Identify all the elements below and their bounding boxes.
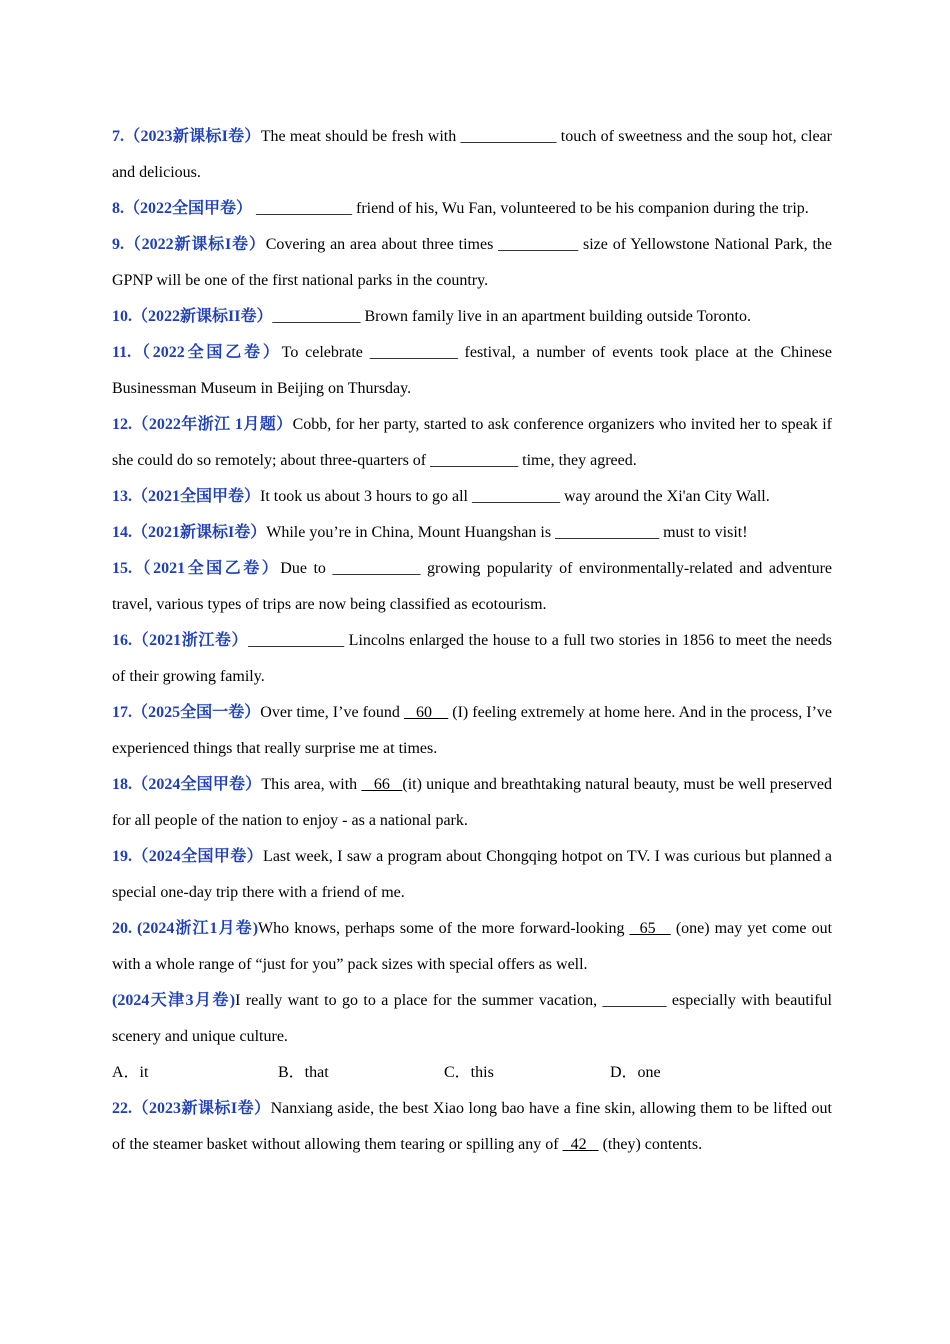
- question-17: [112, 695, 832, 767]
- answer-options: [112, 1055, 832, 1091]
- question-14: [112, 515, 832, 551]
- answer-blank: __________: [498, 236, 579, 253]
- question-18: [112, 767, 832, 839]
- question-source-tag: (2024天津3月卷): [112, 992, 236, 1009]
- question-text: Nanxiang aside, the best Xiao long bao have a fine skin, allowing them to be lifted out of the steamer basket without allowing them tearing or spilling any of: [112, 1100, 832, 1153]
- question-text: (they) contents.: [598, 1136, 703, 1153]
- document-page: [112, 119, 832, 1163]
- question-source-tag: 13.（2021全国甲卷）: [112, 488, 261, 505]
- answer-blank: ___________: [332, 560, 421, 577]
- answer-blank: ___________: [369, 344, 458, 361]
- question-9: [112, 227, 832, 299]
- question-source-tag: 20. (2024浙江1月卷): [112, 920, 259, 937]
- question-text: size of Yellowstone National Park, the GPNP will be one of the first national parks in the country.: [112, 236, 832, 289]
- question-text: friend of his, Wu Fan, volunteered to be his companion during the trip.: [352, 200, 809, 217]
- question-source-tag: 16.（2021浙江卷）: [112, 632, 249, 649]
- question-text: time, they agreed.: [518, 452, 637, 469]
- question-text: I really want to go to a place for the summer vacation,: [235, 992, 603, 1009]
- answer-blank: ____________: [460, 128, 557, 145]
- question-22: [112, 1091, 832, 1163]
- answer-blank: 42: [562, 1136, 599, 1153]
- question-source-tag: 22.（2023新课标I卷）: [112, 1100, 271, 1117]
- answer-blank: _____________: [555, 524, 660, 541]
- question-source-tag: 19.（2024全国甲卷）: [112, 848, 264, 865]
- question-source-tag: 7.（2023新课标I卷）: [112, 128, 261, 145]
- answer-blank: ____________: [248, 632, 345, 649]
- question-text: especially with beautiful scenery and unique culture.: [112, 992, 832, 1045]
- question-source-tag: 12.（2022年浙江 1月题）: [112, 416, 293, 433]
- question-text: way around the Xi'an City Wall.: [560, 488, 770, 505]
- question-20: [112, 911, 832, 983]
- question-source-tag: 9.（2022新课标I卷）: [112, 236, 266, 253]
- option-c: C．this: [444, 1064, 494, 1081]
- option-d: D．one: [610, 1064, 661, 1081]
- question-text: Who knows, perhaps some of the more forward-looking: [258, 920, 630, 937]
- answer-blank: ________: [602, 992, 667, 1009]
- question-text: must to visit!: [659, 524, 748, 541]
- answer-blank: ___________: [272, 308, 361, 325]
- question-text: festival, a number of events took place at the Chinese Businessman Museum in Beijing on Thursday.: [112, 344, 833, 397]
- question-13: [112, 479, 832, 515]
- question-text: While you’re in China, Mount Huangshan is: [266, 524, 556, 541]
- option-b: B．that: [278, 1064, 329, 1081]
- question-source-tag: 8.（2022全国甲卷）: [112, 200, 253, 217]
- question-source-tag: 11.（2022全国乙卷）: [112, 344, 282, 361]
- answer-blank: ___________: [472, 488, 560, 505]
- question-text: This area, with: [261, 776, 362, 793]
- question-source-tag: 18.（2024全国甲卷）: [112, 776, 262, 793]
- question-text: (I) feeling extremely at home here. And in the process, I’ve experienced things that really surprise me at times.: [112, 704, 832, 757]
- question-text: Brown family live in an apartment building outside Toronto.: [360, 308, 751, 325]
- question-source-tag: 17.（2025全国一卷）: [112, 704, 261, 721]
- answer-blank: ____________: [256, 200, 353, 217]
- answer-blank: ___________: [430, 452, 519, 469]
- question-text: touch of sweetness and the soup hot, clear and delicious.: [112, 128, 832, 181]
- question-text: growing popularity of environmentally-related and adventure travel, various types of trips are now being classified as ecotourism.: [112, 560, 832, 613]
- question-text: To celebrate: [281, 344, 370, 361]
- question-text: Lincolns enlarged the house to a full two stories in 1856 to meet the needs of their growing family.: [112, 632, 832, 685]
- question-8: [112, 191, 832, 227]
- question-text: It took us about 3 hours to go all: [260, 488, 472, 505]
- question-source-tag: 10.（2022新课标II卷）: [112, 308, 273, 325]
- question-19: [112, 839, 832, 911]
- option-a: A．it: [112, 1064, 149, 1081]
- question-16: [112, 623, 832, 695]
- question-text: (one) may yet come out with a whole range of “just for you” pack sizes with special offers as well.: [112, 920, 833, 973]
- question-text: Last week, I saw a program about Chongqing hotpot on TV. I was curious but planned a special one-day trip there with a friend of me.: [112, 848, 832, 901]
- answer-blank: 65: [629, 920, 671, 937]
- question-text: Covering an area about three times: [265, 236, 499, 253]
- answer-blank: 60: [403, 704, 449, 721]
- question-source-tag: 15.（2021全国乙卷）: [112, 560, 281, 577]
- answer-blank: 66: [361, 776, 403, 793]
- question-7: [112, 119, 832, 191]
- question-text: Cobb, for her party, started to ask conference organizers who invited her to speak if she could do so remotely; about three-quarters of: [112, 416, 832, 469]
- question-10: [112, 299, 832, 335]
- question-21: [112, 983, 832, 1055]
- question-source-tag: 14.（2021新课标I卷）: [112, 524, 267, 541]
- question-text: Over time, I’ve found: [260, 704, 404, 721]
- question-text: (it) unique and breathtaking natural beauty, must be well preserved for all people of the nation to enjoy - as a national park.: [112, 776, 832, 829]
- question-12: [112, 407, 832, 479]
- question-15: [112, 551, 832, 623]
- question-text: Due to: [280, 560, 333, 577]
- question-text: The meat should be fresh with: [260, 128, 461, 145]
- question-11: [112, 335, 832, 407]
